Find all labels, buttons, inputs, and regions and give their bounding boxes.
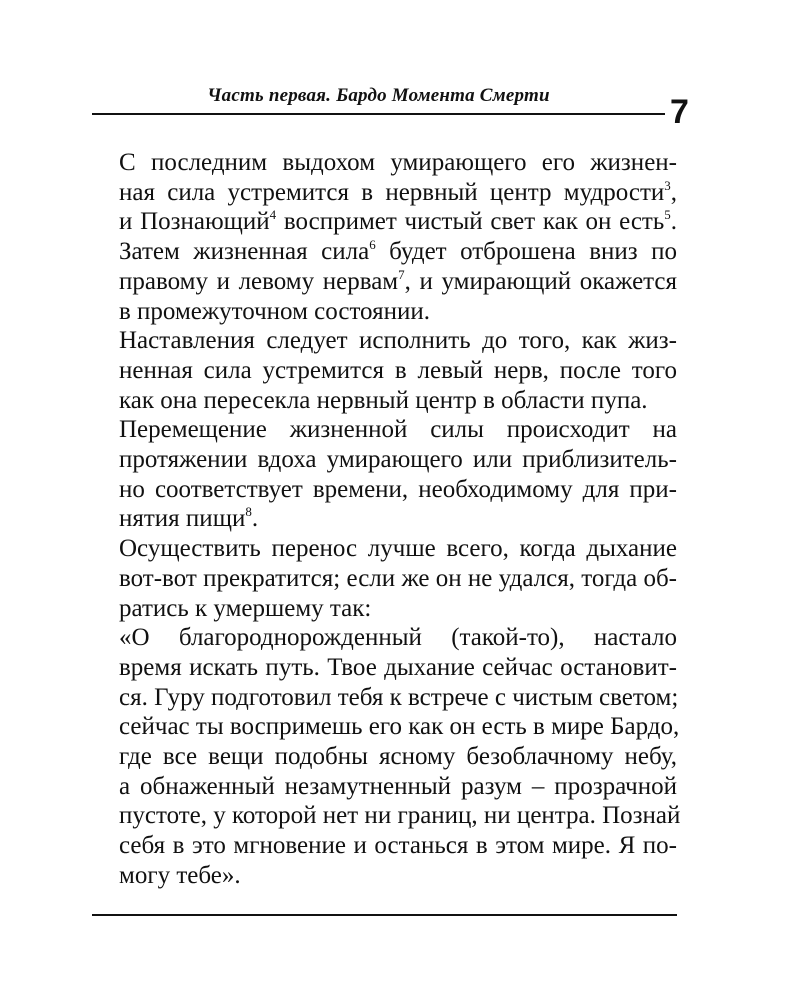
text-line (92, 594, 677, 624)
footer-rule (92, 914, 677, 916)
text-segment: могу тебе». (119, 861, 241, 889)
paragraph (92, 148, 677, 326)
text-line (92, 475, 677, 505)
text-segment: Осуществить перенос лучше всего, когда дыхание (119, 535, 677, 563)
text-line (92, 445, 677, 475)
text-segment: и Познающий (119, 208, 270, 236)
header-rule (92, 113, 665, 115)
paragraph (92, 326, 677, 415)
text-segment: вот-вот прекратится; если же он не удался, тогда об- (119, 564, 677, 592)
text-line (92, 623, 677, 653)
footnote-marker: 3 (664, 177, 671, 193)
text-segment: ная сила устремится в нервный центр мудрости (119, 178, 665, 206)
text-line (92, 415, 677, 445)
text-line (92, 564, 677, 594)
text-line (92, 386, 677, 416)
text-line (92, 712, 680, 742)
text-line (92, 772, 677, 802)
text-line (92, 326, 677, 356)
text-line (92, 297, 677, 327)
text-segment: но соответствует времени, необходимому для при- (119, 475, 677, 503)
text-segment: нятия пищи (119, 505, 246, 533)
body-text (92, 148, 681, 891)
page-number: 7 (670, 93, 689, 131)
text-segment: Затем жизненная сила (119, 238, 370, 266)
text-segment: ратись к умершему так: (119, 594, 372, 622)
text-line (92, 356, 677, 386)
text-segment: в промежуточном состоянии. (119, 297, 430, 325)
text-line (92, 267, 677, 297)
text-line (92, 861, 677, 891)
text-line (92, 148, 677, 178)
footnote-marker: 5 (664, 207, 671, 223)
text-segment: «О благороднорожденный (такой-то), настало (119, 624, 677, 652)
text-segment: правому и левому нервам (119, 267, 399, 295)
paragraph (92, 534, 677, 623)
paragraph (92, 623, 681, 890)
text-segment: где все вещи подобны ясному безоблачному небу, (119, 743, 677, 771)
footnote-marker: 7 (398, 266, 405, 282)
text-segment: протяжении вдоха умирающего или приблизитель- (119, 446, 677, 474)
text-segment: как она пересекла нервный центр в области пупа. (119, 386, 648, 414)
text-segment: воспримет чистый свет как он есть (276, 208, 665, 236)
text-segment: ненная сила устремится в левый нерв, после того (119, 356, 677, 384)
text-segment: С последним выдохом умирающего его жизнен- (119, 149, 677, 176)
text-segment: . (670, 208, 677, 236)
text-line (92, 653, 677, 683)
running-title: Часть первая. Бардо Момента Смерти (207, 85, 550, 106)
text-line (92, 504, 677, 534)
text-line (92, 801, 681, 831)
text-segment: ся. Гуру подготовил тебя к встрече с чистым светом; (119, 683, 679, 711)
text-segment: время искать путь. Твое дыхание сейчас остановит- (119, 653, 677, 681)
paragraph (92, 415, 677, 534)
text-segment: а обнаженный незамутненный разум – прозрачной (119, 772, 677, 800)
text-line (92, 534, 677, 564)
text-line (92, 742, 677, 772)
text-line (92, 178, 677, 208)
text-segment: пустоте, у которой нет ни границ, ни центра. Познай (119, 802, 681, 830)
text-segment: сейчас ты воспримешь его как он есть в мире Бардо, (119, 713, 680, 741)
text-line (92, 237, 677, 267)
text-segment: себя в это мгновение и останься в этом мире. Я по- (119, 832, 677, 860)
text-segment: , (670, 178, 677, 206)
text-segment: будет отброшена вниз по (375, 238, 678, 266)
text-segment: . (251, 505, 259, 533)
footnote-marker: 6 (369, 237, 376, 253)
text-segment: , и умирающий окажется (404, 267, 678, 295)
footnote-marker: 4 (269, 207, 277, 223)
text-line (92, 207, 677, 237)
footnote-marker: 8 (245, 504, 252, 520)
text-segment: Перемещение жизненной силы происходит на (119, 416, 677, 444)
text-segment: Наставления следует исполнить до того, как жиз- (119, 327, 677, 355)
text-line (92, 831, 677, 861)
text-line (92, 683, 677, 713)
